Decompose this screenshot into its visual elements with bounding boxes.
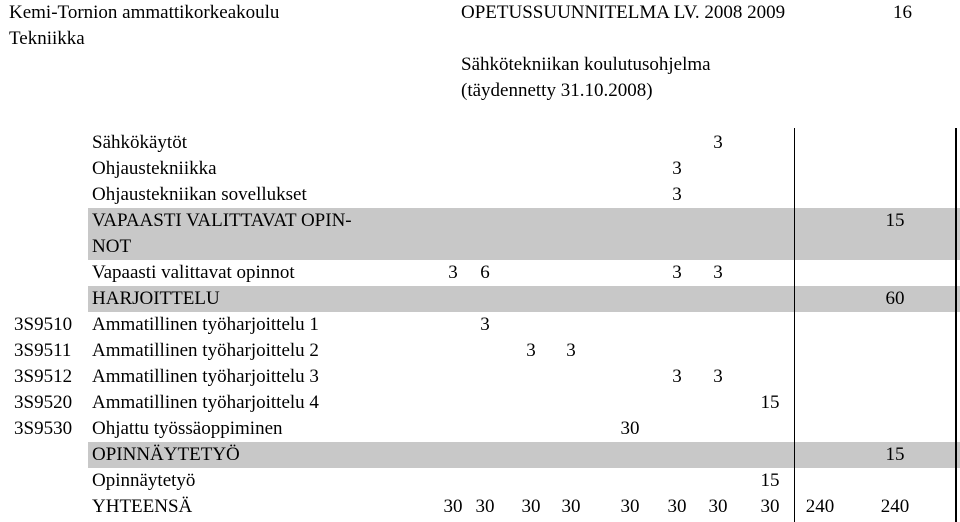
course-name: Opinnäytetyö [92,470,196,491]
course-name: OPINNÄYTETYÖ [92,444,240,465]
course-code: 3S9520 [14,392,73,413]
course-code: 3S9511 [14,340,72,361]
course-name: Ohjaustekniikan sovellukset [92,184,307,205]
table-row [0,494,960,520]
credit-cell-c6: 3 [672,158,682,179]
table-row [0,442,960,468]
course-code: 3S9510 [14,314,73,335]
credit-cell-c7: 3 [713,132,723,153]
credit-cell-c7: 3 [713,366,723,387]
table-row [0,208,960,257]
department-name: Tekniikka [9,28,85,49]
credit-cell-c3: 30 [521,496,541,517]
document-title: OPETUSSUUNNITELMA LV. 2008 2009 [461,2,786,23]
course-name: Vapaasti valittavat opinnot [92,262,295,283]
credit-cell-c2: 30 [475,496,495,517]
institution-name: Kemi-Tornion ammattikorkeakoulu [9,2,280,23]
credit-cell-c8: 15 [760,470,780,491]
credit-cell-c7: 30 [708,496,728,517]
credit-cell-c4: 3 [566,340,576,361]
credit-cell-c6: 30 [667,496,687,517]
credit-cell-c10: 15 [885,444,905,465]
table-row [0,286,960,312]
credit-cell-c2: 6 [480,262,490,283]
credit-cell-c5: 30 [620,418,640,439]
credit-cell-c8: 30 [760,496,780,517]
credit-cell-c10: 60 [885,288,905,309]
credit-cell-c2: 3 [480,314,490,335]
table-row [0,416,960,442]
update-note: (täydennetty 31.10.2008) [461,80,653,101]
course-code: 3S9530 [14,418,73,439]
programme-name: Sähkötekniikan koulutusohjelma [461,54,711,75]
table-row [0,390,960,416]
course-name: Ohjattu työssäoppiminen [92,418,283,439]
course-name: VAPAASTI VALITTAVAT OPIN- [92,210,352,231]
credit-cell-c8: 15 [760,392,780,413]
credit-cell-c6: 3 [672,366,682,387]
credit-cell-c4: 30 [561,496,581,517]
credit-cell-c5: 30 [620,496,640,517]
credit-cell-c10: 15 [885,210,905,231]
page-number: 16 [893,2,912,23]
table-row [0,468,960,494]
credit-cell-c9: 240 [805,496,835,517]
course-name: Ammatillinen työharjoittelu 2 [92,340,319,361]
credit-cell-c6: 3 [672,184,682,205]
credit-cell-c3: 3 [526,340,536,361]
course-name: Ammatillinen työharjoittelu 3 [92,366,319,387]
table-row [0,182,960,208]
credit-cell-c10: 240 [880,496,910,517]
credit-cell-c7: 3 [713,262,723,283]
credit-cell-c1: 3 [448,262,458,283]
course-name: YHTEENSÄ [92,496,193,517]
table-row [0,364,960,390]
course-name: Ammatillinen työharjoittelu 1 [92,314,319,335]
course-name: Sähkökäytöt [92,132,187,153]
course-name: Ohjaustekniikka [92,158,217,179]
credit-cell-c6: 3 [672,262,682,283]
table-row [0,156,960,182]
table-row [0,130,960,156]
table-row [0,260,960,286]
credit-cell-c1: 30 [443,496,463,517]
course-code: 3S9512 [14,366,73,387]
course-name: HARJOITTELU [92,288,220,309]
course-name: Ammatillinen työharjoittelu 4 [92,392,319,413]
course-name-continued: NOT [92,236,132,257]
table-row [0,338,960,364]
table-row [0,312,960,338]
